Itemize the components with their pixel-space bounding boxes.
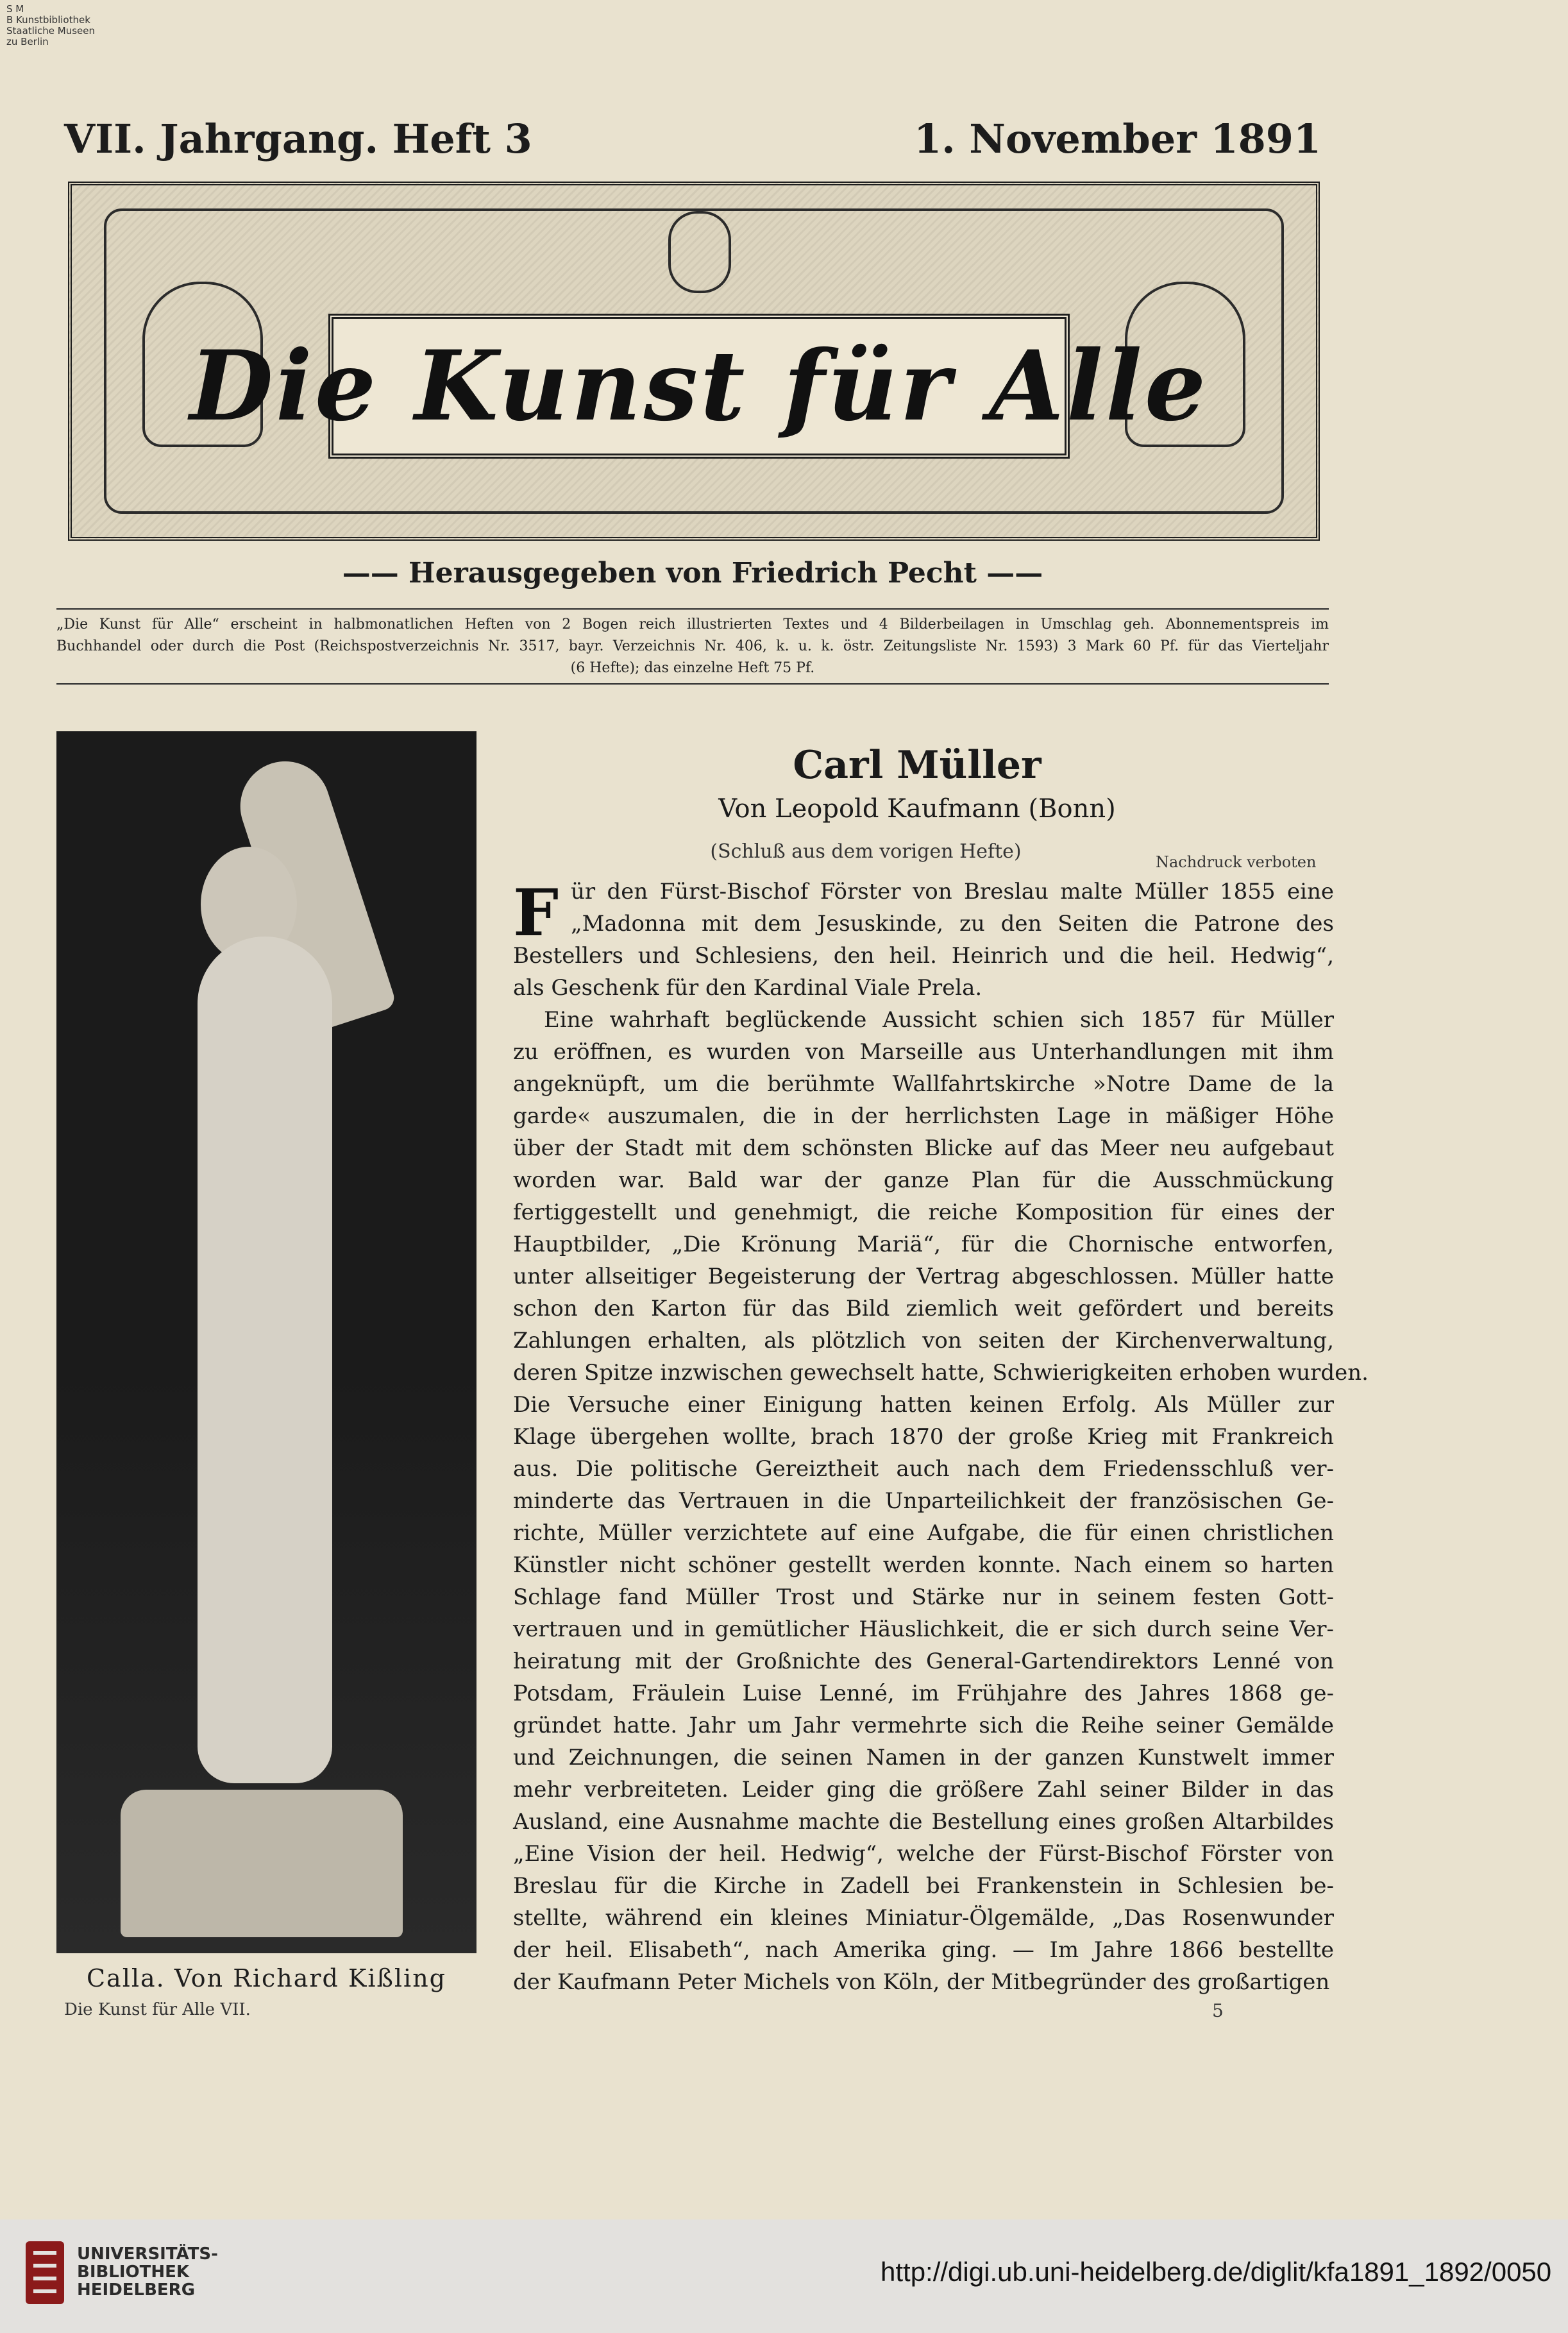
library-name-line: HEIDELBERG bbox=[77, 2280, 196, 2300]
article-line: Die Versuche einer Einigung hatten keinen Erfolg. Als Müller zur bbox=[513, 1392, 1334, 1418]
article-line: heiratung mit der Großnichte des General-Gartendirektors Lenné von bbox=[513, 1649, 1334, 1674]
stamp-line: Staatliche Museen bbox=[6, 25, 95, 37]
masthead-illustration bbox=[68, 182, 1320, 541]
article-line: minderte das Vertrauen in die Unparteilichkeit der französischen Ge- bbox=[513, 1488, 1334, 1514]
article-line: über der Stadt mit dem schönsten Blicke auf das Meer neu aufgebaut bbox=[513, 1135, 1334, 1161]
statue-body-shape bbox=[198, 937, 332, 1783]
article-line: Zahlungen erhalten, als plötzlich von seiten der Kirchenverwaltung, bbox=[513, 1328, 1334, 1353]
library-bar bbox=[0, 2219, 1568, 2333]
article-line: deren Spitze inzwischen gewechselt hatte, Schwierigkeiten erhoben wurden. bbox=[513, 1360, 1369, 1386]
article-line: ür den Fürst-Bischof Förster von Breslau malte Müller 1855 eine bbox=[571, 879, 1334, 904]
subscription-line: „Die Kunst für Alle“ erscheint in halbmonatlichen Heften von 2 Bogen reich illustrierten Textes und 4 Bilderbeilagen in Umschlag geh. Abonnementspreis im bbox=[56, 616, 1329, 632]
page-number: 5 bbox=[1212, 2000, 1224, 2021]
article-line: Ausland, eine Ausnahme machte die Bestellung eines großen Altarbildes bbox=[513, 1809, 1334, 1835]
library-name bbox=[77, 2245, 218, 2299]
reprint-notice: Nachdruck verboten bbox=[1156, 853, 1317, 871]
stamp-line: B Kunstbibliothek bbox=[6, 14, 90, 26]
article-line: „Eine Vision der heil. Hedwig“, welche der Fürst-Bischof Förster von bbox=[513, 1841, 1334, 1867]
permalink-url[interactable]: http://digi.ub.uni-heidelberg.de/diglit/kfa1891_1892/0050 bbox=[881, 2257, 1552, 2287]
subscription-notice bbox=[56, 608, 1329, 685]
library-name-line: UNIVERSITÄTS- bbox=[77, 2244, 218, 2264]
mask-ornament-icon bbox=[668, 211, 731, 293]
article-line: Potsdam, Fräulein Luise Lenné, im Frühjahre des Jahres 1868 ge- bbox=[513, 1681, 1334, 1706]
article-line: als Geschenk für den Kardinal Viale Prela. bbox=[513, 975, 982, 1001]
footer-journal: Die Kunst für Alle VII. bbox=[64, 2000, 251, 2019]
article-line: stellte, während ein kleines Miniatur-Ölgemälde, „Das Rosenwunder bbox=[513, 1905, 1334, 1931]
subscription-line: (6 Hefte); das einzelne Heft 75 Pf. bbox=[570, 660, 815, 676]
figure-caption: Calla. Von Richard Kißling bbox=[86, 1964, 446, 1992]
article-line: der Kaufmann Peter Michels von Köln, der Mitbegründer des großartigen bbox=[513, 1969, 1330, 1995]
article-line: Eine wahrhaft beglückende Aussicht schien sich 1857 für Müller bbox=[544, 1007, 1334, 1033]
volume-label: VII. Jahrgang. Heft 3 bbox=[64, 115, 532, 162]
article-line: angeknüpft, um die berühmte Wallfahrtskirche »Notre Dame de la bbox=[513, 1071, 1334, 1097]
article-line: fertiggestellt und genehmigt, die reiche Komposition für eines der bbox=[513, 1200, 1334, 1225]
article-line: Künstler nicht schöner gestellt werden konnte. Nach einem so harten bbox=[513, 1552, 1334, 1578]
statue-photograph bbox=[56, 731, 476, 1953]
article-line: gründet hatte. Jahr um Jahr vermehrte sich die Reihe seiner Gemälde bbox=[513, 1713, 1334, 1738]
issue-date: 1. November 1891 bbox=[913, 115, 1321, 162]
article-line: aus. Die politische Gereiztheit auch nach dem Friedensschluß ver- bbox=[513, 1456, 1334, 1482]
article-line: unter allseitiger Begeisterung der Vertrag abgeschlossen. Müller hatte bbox=[513, 1264, 1334, 1289]
issue-header bbox=[64, 115, 1321, 167]
article-line: Schlage fand Müller Trost und Stärke nur in seinem festen Gott- bbox=[513, 1584, 1334, 1610]
masthead-title: Die Kunst für Alle bbox=[189, 330, 1209, 443]
stamp-line: S M bbox=[6, 3, 24, 15]
masthead-title-plate bbox=[189, 314, 1209, 459]
drop-cap: F bbox=[513, 875, 559, 951]
article-title: Carl Müller bbox=[793, 743, 1041, 788]
continuation-note: (Schluß aus dem vorigen Hefte) bbox=[710, 840, 1022, 863]
article-line: Breslau für die Kirche in Zadell bei Frankenstein in Schlesien be- bbox=[513, 1873, 1334, 1899]
subscription-line: Buchhandel oder durch die Post (Reichspostverzeichnis Nr. 3517, bayr. Verzeichnis Nr. 406, k. u. k. östr. Zeitungsliste Nr. 1593) 3 Mark 60 Pf. für das Vierteljahr bbox=[56, 638, 1329, 654]
stamp-line: zu Berlin bbox=[6, 36, 49, 47]
article-line: Bestellers und Schlesiens, den heil. Heinrich und die heil. Hedwig“, bbox=[513, 943, 1334, 969]
article-line: der heil. Elisabeth“, nach Amerika ging. — Im Jahre 1866 bestellte bbox=[513, 1937, 1334, 1963]
article-line: garde« auszumalen, die in der herrlichsten Lage in mäßiger Höhe bbox=[513, 1103, 1334, 1129]
article-line: mehr verbreiteten. Leider ging die größere Zahl seiner Bilder in das bbox=[513, 1777, 1334, 1803]
article-line: und Zeichnungen, die seinen Namen in der ganzen Kunstwelt immer bbox=[513, 1745, 1334, 1770]
article-line: worden war. Bald war der ganze Plan für die Ausschmückung bbox=[513, 1167, 1334, 1193]
article-line: „Madonna mit dem Jesuskinde, zu den Seiten die Patrone des bbox=[571, 911, 1334, 937]
library-stamp bbox=[6, 4, 95, 47]
editor-line: —— Herausgegeben von Friedrich Pecht —— bbox=[342, 557, 1043, 590]
article-line: richte, Müller verzichtete auf eine Aufgabe, die für einen christlichen bbox=[513, 1520, 1334, 1546]
article-line: schon den Karton für das Bild ziemlich weit gefördert und bereits bbox=[513, 1296, 1334, 1321]
library-logo-icon bbox=[22, 2237, 68, 2308]
library-name-line: BIBLIOTHEK bbox=[77, 2262, 190, 2282]
article-line: vertrauen und in gemütlicher Häuslichkeit, die er sich durch seine Ver- bbox=[513, 1616, 1334, 1642]
article-line: zu eröffnen, es wurden von Marseille aus Unterhandlungen mit ihm bbox=[513, 1039, 1334, 1065]
article-line: Hauptbilder, „Die Krönung Mariä“, für die Chornische entworfen, bbox=[513, 1232, 1334, 1257]
statue-base-shape bbox=[121, 1790, 403, 1937]
article-line: Klage übergehen wollte, brach 1870 der große Krieg mit Frankreich bbox=[513, 1424, 1334, 1450]
article-author: Von Leopold Kaufmann (Bonn) bbox=[718, 794, 1116, 824]
